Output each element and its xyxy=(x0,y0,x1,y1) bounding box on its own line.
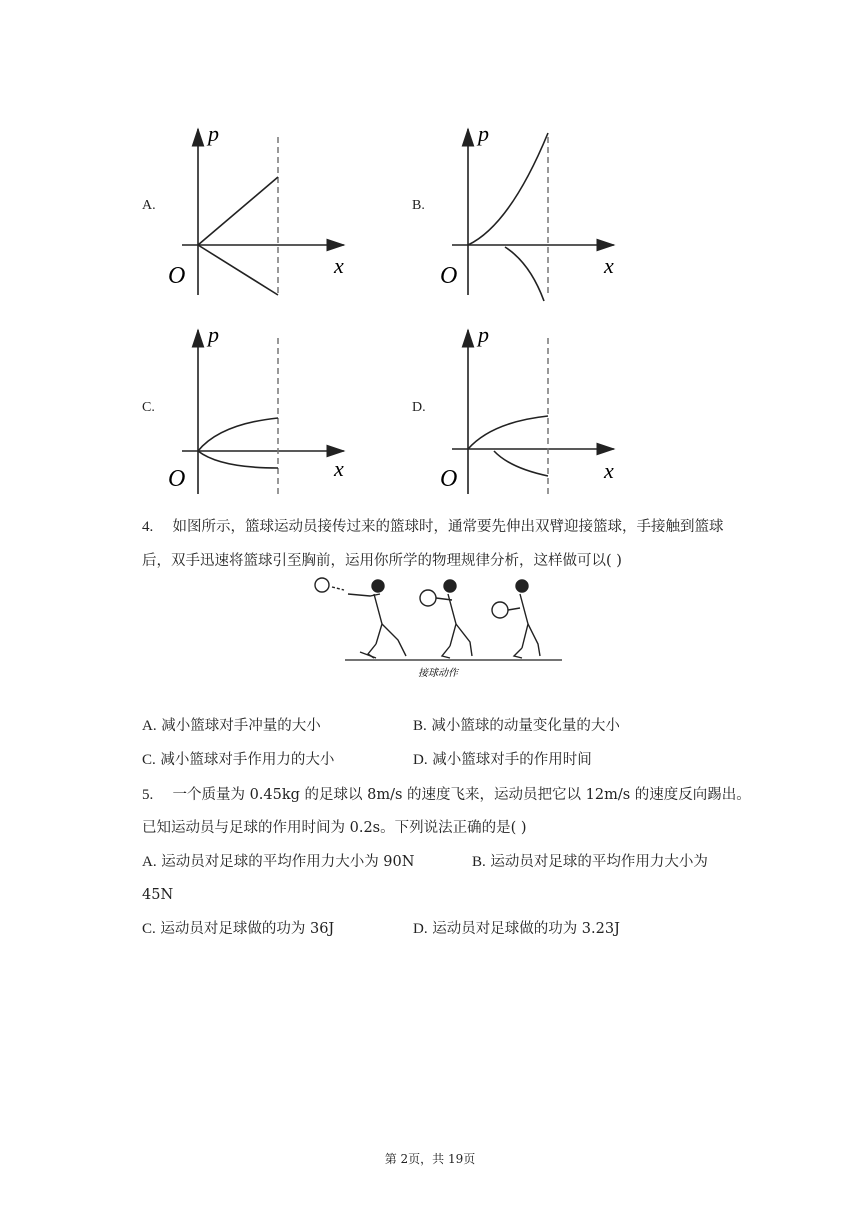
question-number: 5. xyxy=(142,787,154,803)
q5-option-b: B. 运动员对足球的平均作用力大小为 xyxy=(472,854,708,870)
question-4-line1 xyxy=(142,517,723,537)
q4-option-c: C. 减小篮球对手作用力的大小 xyxy=(142,752,335,768)
x-axis-label: x xyxy=(334,253,344,278)
x-axis-label: x xyxy=(604,458,614,483)
graph-c xyxy=(160,318,360,498)
y-axis-label: p xyxy=(478,121,489,146)
origin-label: O xyxy=(168,263,186,289)
question-5-line1 xyxy=(142,785,751,805)
y-axis-label: p xyxy=(208,121,219,146)
origin-label: O xyxy=(440,263,458,289)
upper-curve xyxy=(198,177,278,245)
origin-label: O xyxy=(440,466,458,492)
graph-a xyxy=(160,115,360,305)
graph-c-label: C. xyxy=(142,400,155,415)
ball-icon xyxy=(315,578,329,592)
question-4-line2: 后，双手迅速将篮球引至胸前，运用你所学的物理规律分析，这样做可以( ) xyxy=(142,553,622,569)
origin-label: O xyxy=(168,466,186,492)
question-5-line2: 已知运动员与足球的作用时间为 0.2s。下列说法正确的是( ) xyxy=(142,820,527,836)
question-number: 4. xyxy=(142,519,154,535)
upper-curve xyxy=(468,133,548,245)
lower-curve xyxy=(198,451,278,468)
graph-d-label: D. xyxy=(412,400,426,415)
graph-a-label: A. xyxy=(142,198,156,213)
page-footer: 第 2页，共 19页 xyxy=(384,1152,476,1166)
basketball-catch-figure xyxy=(300,572,565,682)
graph-b-label: B. xyxy=(412,198,425,213)
q5-option-c: C. 运动员对足球做的功为 36J xyxy=(142,921,335,937)
q4-option-a: A. 减小篮球对手冲量的大小 xyxy=(142,718,321,734)
figure-caption: 接球动作 xyxy=(418,668,458,679)
x-axis-label: x xyxy=(334,456,344,481)
upper-curve xyxy=(198,418,278,451)
lower-curve xyxy=(198,245,278,295)
lower-curve xyxy=(494,451,548,476)
graph-b xyxy=(430,115,630,305)
upper-curve xyxy=(468,416,548,449)
q4-option-d: D. 减小篮球对手的作用时间 xyxy=(413,752,592,768)
graph-d xyxy=(430,318,630,498)
q4-option-b: B. 减小篮球的动量变化量的大小 xyxy=(413,718,620,734)
y-axis-label: p xyxy=(208,322,219,347)
question-text: 一个质量为 0.45kg 的足球以 8m/s 的速度飞来，运动员把它以 12m/s 的速度反向踢出。 xyxy=(172,787,751,803)
question-text: 如图所示，篮球运动员接传过来的篮球时，通常要先伸出双臂迎接篮球，手接触到篮球 xyxy=(172,519,724,535)
q5-option-d: D. 运动员对足球做的功为 3.23J xyxy=(413,921,620,937)
q5-option-a: A. 运动员对足球的平均作用力大小为 90N xyxy=(142,854,415,870)
lower-curve xyxy=(505,247,544,301)
q5-option-b-continued: 45N xyxy=(142,887,174,903)
y-axis-label: p xyxy=(478,322,489,347)
x-axis-label: x xyxy=(604,253,614,278)
